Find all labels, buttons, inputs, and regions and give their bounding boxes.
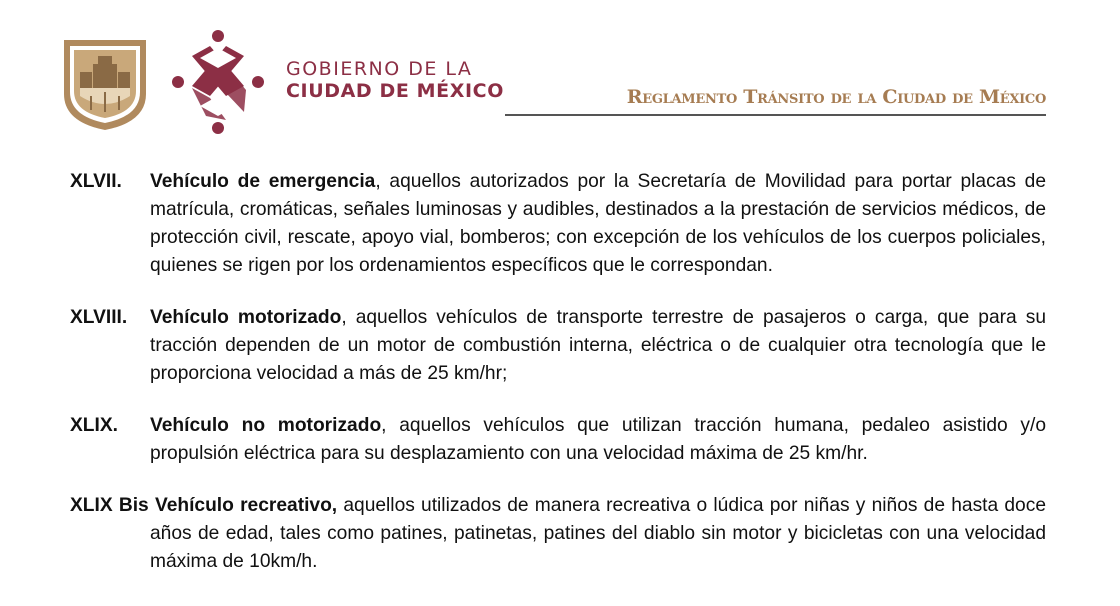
entry-term: Vehículo de emergencia xyxy=(150,171,376,192)
definition-entry xyxy=(70,168,1046,280)
entry-number: XLIX Bis xyxy=(70,495,149,516)
entry-number: XLVII. xyxy=(70,171,122,192)
definition-entry xyxy=(70,492,1046,576)
header-divider xyxy=(505,114,1046,116)
entry-definition: , aquellos vehículos que utilizan tracción humana, pedaleo asistido y/o propulsión eléctrica para su desplazamiento con una velocidad máxima de 25 km/hr. xyxy=(150,415,1046,464)
entry-term: Vehículo motorizado xyxy=(150,307,342,328)
entry-definition: , aquellos vehículos de transporte terrestre de pasajeros o carga, que para su tracción dependen de un motor de combustión interna, eléctrica o de cualquier otra tecnología que le proporciona velocidad a más de 25 km/hr; xyxy=(150,307,1046,384)
document-title: Reglamento Tránsito de la Ciudad de México xyxy=(626,86,1046,108)
entry-text xyxy=(70,492,1046,576)
entry-term: Vehículo recreativo, xyxy=(154,495,338,516)
government-name-line1: GOBIERNO DE LA xyxy=(286,58,473,80)
entry-number: XLVIII. xyxy=(70,307,128,328)
document-header xyxy=(0,0,1120,145)
definition-entry xyxy=(70,412,1046,468)
entry-definition: , aquellos autorizados por la Secretaría de Movilidad para portar placas de matrícula, cromáticas, señales luminosas y audibles, destinados a la prestación de servicios médicos, de protección civil, rescate, apoyo vial, bomberos; con excepción de los vehículos de los cuerpos policiales, quienes se rigen por los ordenamientos específicos que le correspondan. xyxy=(150,171,1046,276)
entry-text xyxy=(70,412,1046,468)
cdmx-emblem-icon xyxy=(170,28,266,136)
entry-number: XLIX. xyxy=(70,415,118,436)
entry-text xyxy=(70,304,1046,388)
entry-term: Vehículo no motorizado xyxy=(150,415,382,436)
government-name xyxy=(286,58,504,102)
entry-text xyxy=(70,168,1046,280)
entry-definition: aquellos utilizados de manera recreativa o lúdica por niñas y niños de hasta doce años de edad, tales como patines, patinetas, patines del diablo sin motor y bicicletas con una velocidad máxima de 10km/h. xyxy=(150,495,1046,572)
document-body xyxy=(70,168,1046,600)
government-name-line2: CIUDAD DE MÉXICO xyxy=(286,80,504,102)
definition-entry xyxy=(70,304,1046,388)
city-coat-of-arms-icon xyxy=(60,36,150,132)
